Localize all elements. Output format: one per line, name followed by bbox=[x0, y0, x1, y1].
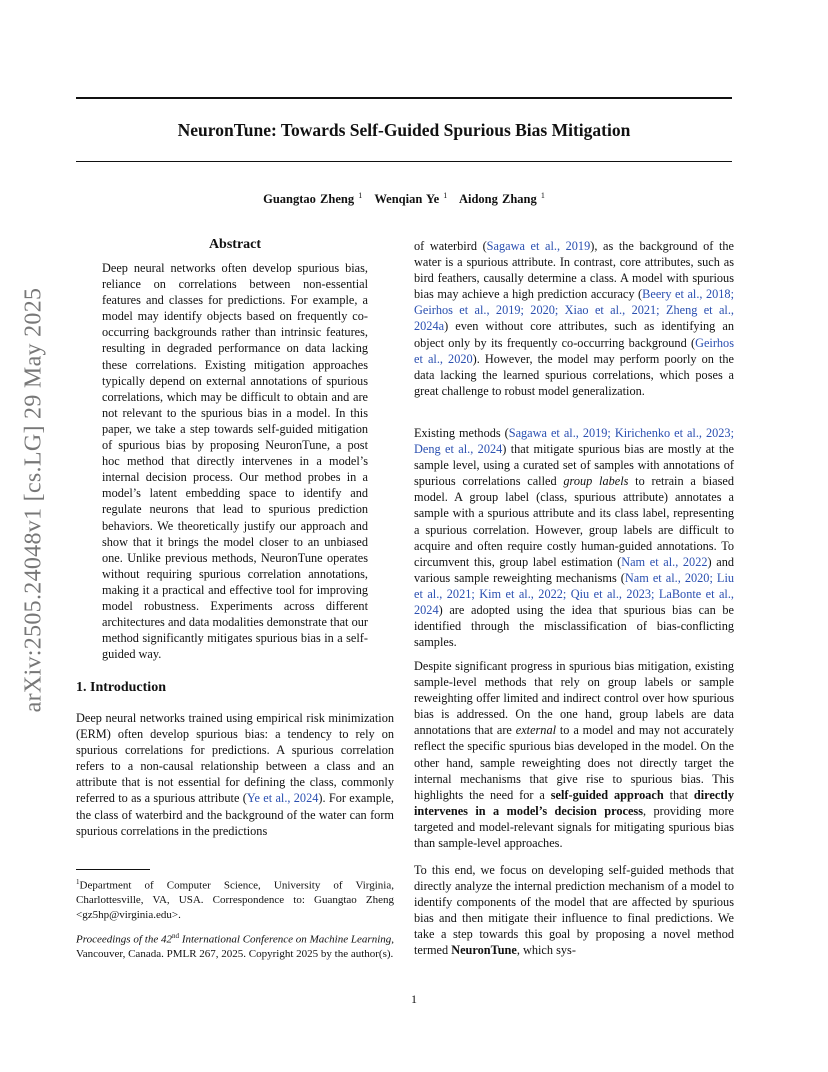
right-paragraph-4 bbox=[414, 862, 734, 959]
bold-text: NeuronTune bbox=[451, 943, 517, 958]
citation-link[interactable]: Nam et al., 2022 bbox=[621, 554, 708, 569]
text-run: ) that mitigate spurious bias are mostly at the sample level, using a curated set of samples with annotations of spurious correlations called bbox=[414, 442, 734, 489]
text-run: Despite significant progress in spurious bias mitigation, existing sample-level methods that rely on group labels or sample reweighting offer limited and indirect control over how spurious bias is addressed. On the one hand, group labels are data annotations that are bbox=[414, 659, 734, 738]
bold-text: directly intervenes in a model’s decision process bbox=[414, 787, 734, 818]
arxiv-stamp-text: arXiv:2505.24048v1 [cs.LG] 29 May 2025 bbox=[20, 287, 47, 713]
author-name: Guangtao Zheng bbox=[263, 192, 355, 207]
intro-paragraph bbox=[76, 710, 394, 839]
text-run: to retrain a biased model. A group label (class, spurious attribute) annotates a sample with a spurious attribute and its class label, representing a spurious correlation. However, group labels are difficult to acquire and often require costly human-guided annotations. To circumvent this, group label estimation ( bbox=[414, 474, 734, 569]
footnote-mark: 1 bbox=[76, 878, 80, 886]
author-affil: 1 bbox=[358, 191, 363, 200]
section-heading: 1. Introduction bbox=[76, 680, 166, 695]
author-affil: 1 bbox=[540, 191, 545, 200]
bold-text: self-guided approach bbox=[550, 787, 664, 802]
author-name: Aidong Zhang bbox=[458, 192, 537, 207]
text-run: ), as the background of the water is a spurious attribute. In contrast, core attributes, such as bird feathers, causally determine a class. A model with spurious bias may achieve a high prediction accuracy ( bbox=[414, 239, 734, 302]
text-run: ). However, the model may perform poorly on the data lacking the learned spurious correlations, which poses a great challenge to robust model generalization. bbox=[414, 351, 735, 398]
citation-link[interactable]: Sagawa et al., 2019 bbox=[486, 239, 591, 253]
emphasis-text: external bbox=[515, 723, 557, 738]
title-top-rule bbox=[76, 97, 732, 99]
proceedings-text: Proceedings of the bbox=[76, 933, 159, 946]
text-run: ). For example, the class of waterbird and the background of the water can form spurious correlations in the predictions bbox=[76, 791, 395, 838]
author-name: Wenqian Ye bbox=[374, 192, 440, 207]
proceedings-details: , Vancouver, Canada. PMLR 267, 2025. Copyright 2025 by the author(s). bbox=[76, 933, 394, 961]
text-run: , providing more targeted and model-relevant signals for mitigating spurious bias than sample-level approaches. bbox=[414, 803, 734, 851]
text-run: of waterbird ( bbox=[414, 239, 487, 253]
right-paragraph-3 bbox=[414, 658, 734, 851]
paper-title: NeuronTune: Towards Self-Guided Spurious Bias Mitigation bbox=[177, 120, 631, 140]
citation-link[interactable]: Ye et al., 2024 bbox=[246, 791, 319, 806]
text-run: ) and various sample reweighting mechanisms ( bbox=[414, 554, 734, 585]
text-run: Deep neural networks trained using empirical risk minimization (ERM) often develop spurious bias: a tendency to rely on spurious correlations for predictions. A spurious correlation refers to a non-causal relationship between a class and an attribute that is not essential for defining the class, commonly referred to as a spurious attribute ( bbox=[76, 711, 394, 806]
right-paragraph-1 bbox=[414, 238, 734, 399]
text-run: ) are adopted using the idea that spurious bias can be identified through the misclassification of bias-conflicting samples. bbox=[414, 603, 734, 650]
page-number: 1 bbox=[411, 992, 417, 1006]
text-run: , which sys- bbox=[516, 943, 576, 958]
title-bottom-rule bbox=[76, 161, 732, 162]
text-run: ) even without core attributes, such as identifying an object only by its frequently co-occurring background ( bbox=[414, 319, 734, 350]
text-run: To this end, we focus on developing self-guided methods that directly analyze the internal prediction mechanism of a model to identify components of the model that are affected by spurious bias and then mitigate their influence to final predictions. We take a step towards this goal by proposing a novel method termed bbox=[414, 863, 734, 958]
abstract-heading: Abstract bbox=[208, 237, 262, 252]
author-list bbox=[76, 191, 732, 207]
proceedings-note bbox=[76, 929, 394, 962]
proceedings-number: 42 bbox=[161, 933, 173, 946]
footnote-affiliation bbox=[76, 875, 394, 922]
arxiv-stamp bbox=[14, 287, 54, 713]
citation-link[interactable]: Sagawa et al., 2019; Kirichenko et al., 2023; Deng et al., 2024 bbox=[414, 426, 734, 457]
citation-link[interactable]: Nam et al., 2020; Liu et al., 2021; Kim et al., 2022; Qiu et al., 2023; LaBonte et al., 2024 bbox=[414, 570, 735, 618]
abstract-body: Deep neural networks often develop spurious bias, reliance on correlations between non-essential features and classes for predictions. For example, a model may identify objects based on frequently co-occurring backgrounds rather than intrinsic features, resulting in degraded performance on data lacking these correlations. Existing mitigation approaches typically depend on external annotations of spurious correlations, which may be difficult to obtain and are not relevant to the spurious bias in a model. In this paper, we take a step towards self-guided mitigation of spurious bias by proposing NeuronTune, a post hoc method that directly intervenes in a model’s internal decision process. Our method probes in a model’s latent embedding space to identify and regulate neurons that lead to spurious prediction behaviors. We theoretically justify our approach and show that it brings the model closer to an unbiased one. Unlike previous methods, NeuronTune operates without requiring spurious correlation annotations, making it a practical and effective tool for improving model robustness. Experiments across different architectures and data modalities demonstrate that our method significantly mitigates spurious bias in a self-guided way. bbox=[102, 261, 368, 662]
emphasis-text: group labels bbox=[563, 474, 629, 489]
citation-link[interactable]: Geirhos et al., 2020 bbox=[414, 335, 734, 366]
proceedings-ordinal: nd bbox=[172, 932, 180, 940]
text-run: that bbox=[663, 787, 694, 802]
footnote-text: Department of Computer Science, University of Virginia, Charlottesville, VA, USA. Correspondence to: Guangtao Zheng <gz5hp@virginia.edu>. bbox=[76, 879, 394, 921]
proceedings-venue: International Conference on Machine Learning bbox=[181, 933, 392, 946]
right-paragraph-2 bbox=[414, 425, 734, 650]
text-run: Existing methods ( bbox=[414, 426, 509, 440]
author-affil: 1 bbox=[443, 191, 448, 200]
text-run: to a model and may not accurately reflect the specific spurious bias developed in the model. On the other hand, sample reweighting does not directly target the internal mechanisms that give rise to spurious bias. This highlights the need for a bbox=[414, 723, 734, 802]
footnote-rule bbox=[76, 869, 150, 870]
citation-link[interactable]: Beery et al., 2018; Geirhos et al., 2019; 2020; Xiao et al., 2021; Zheng et al., 2024a bbox=[414, 287, 734, 334]
